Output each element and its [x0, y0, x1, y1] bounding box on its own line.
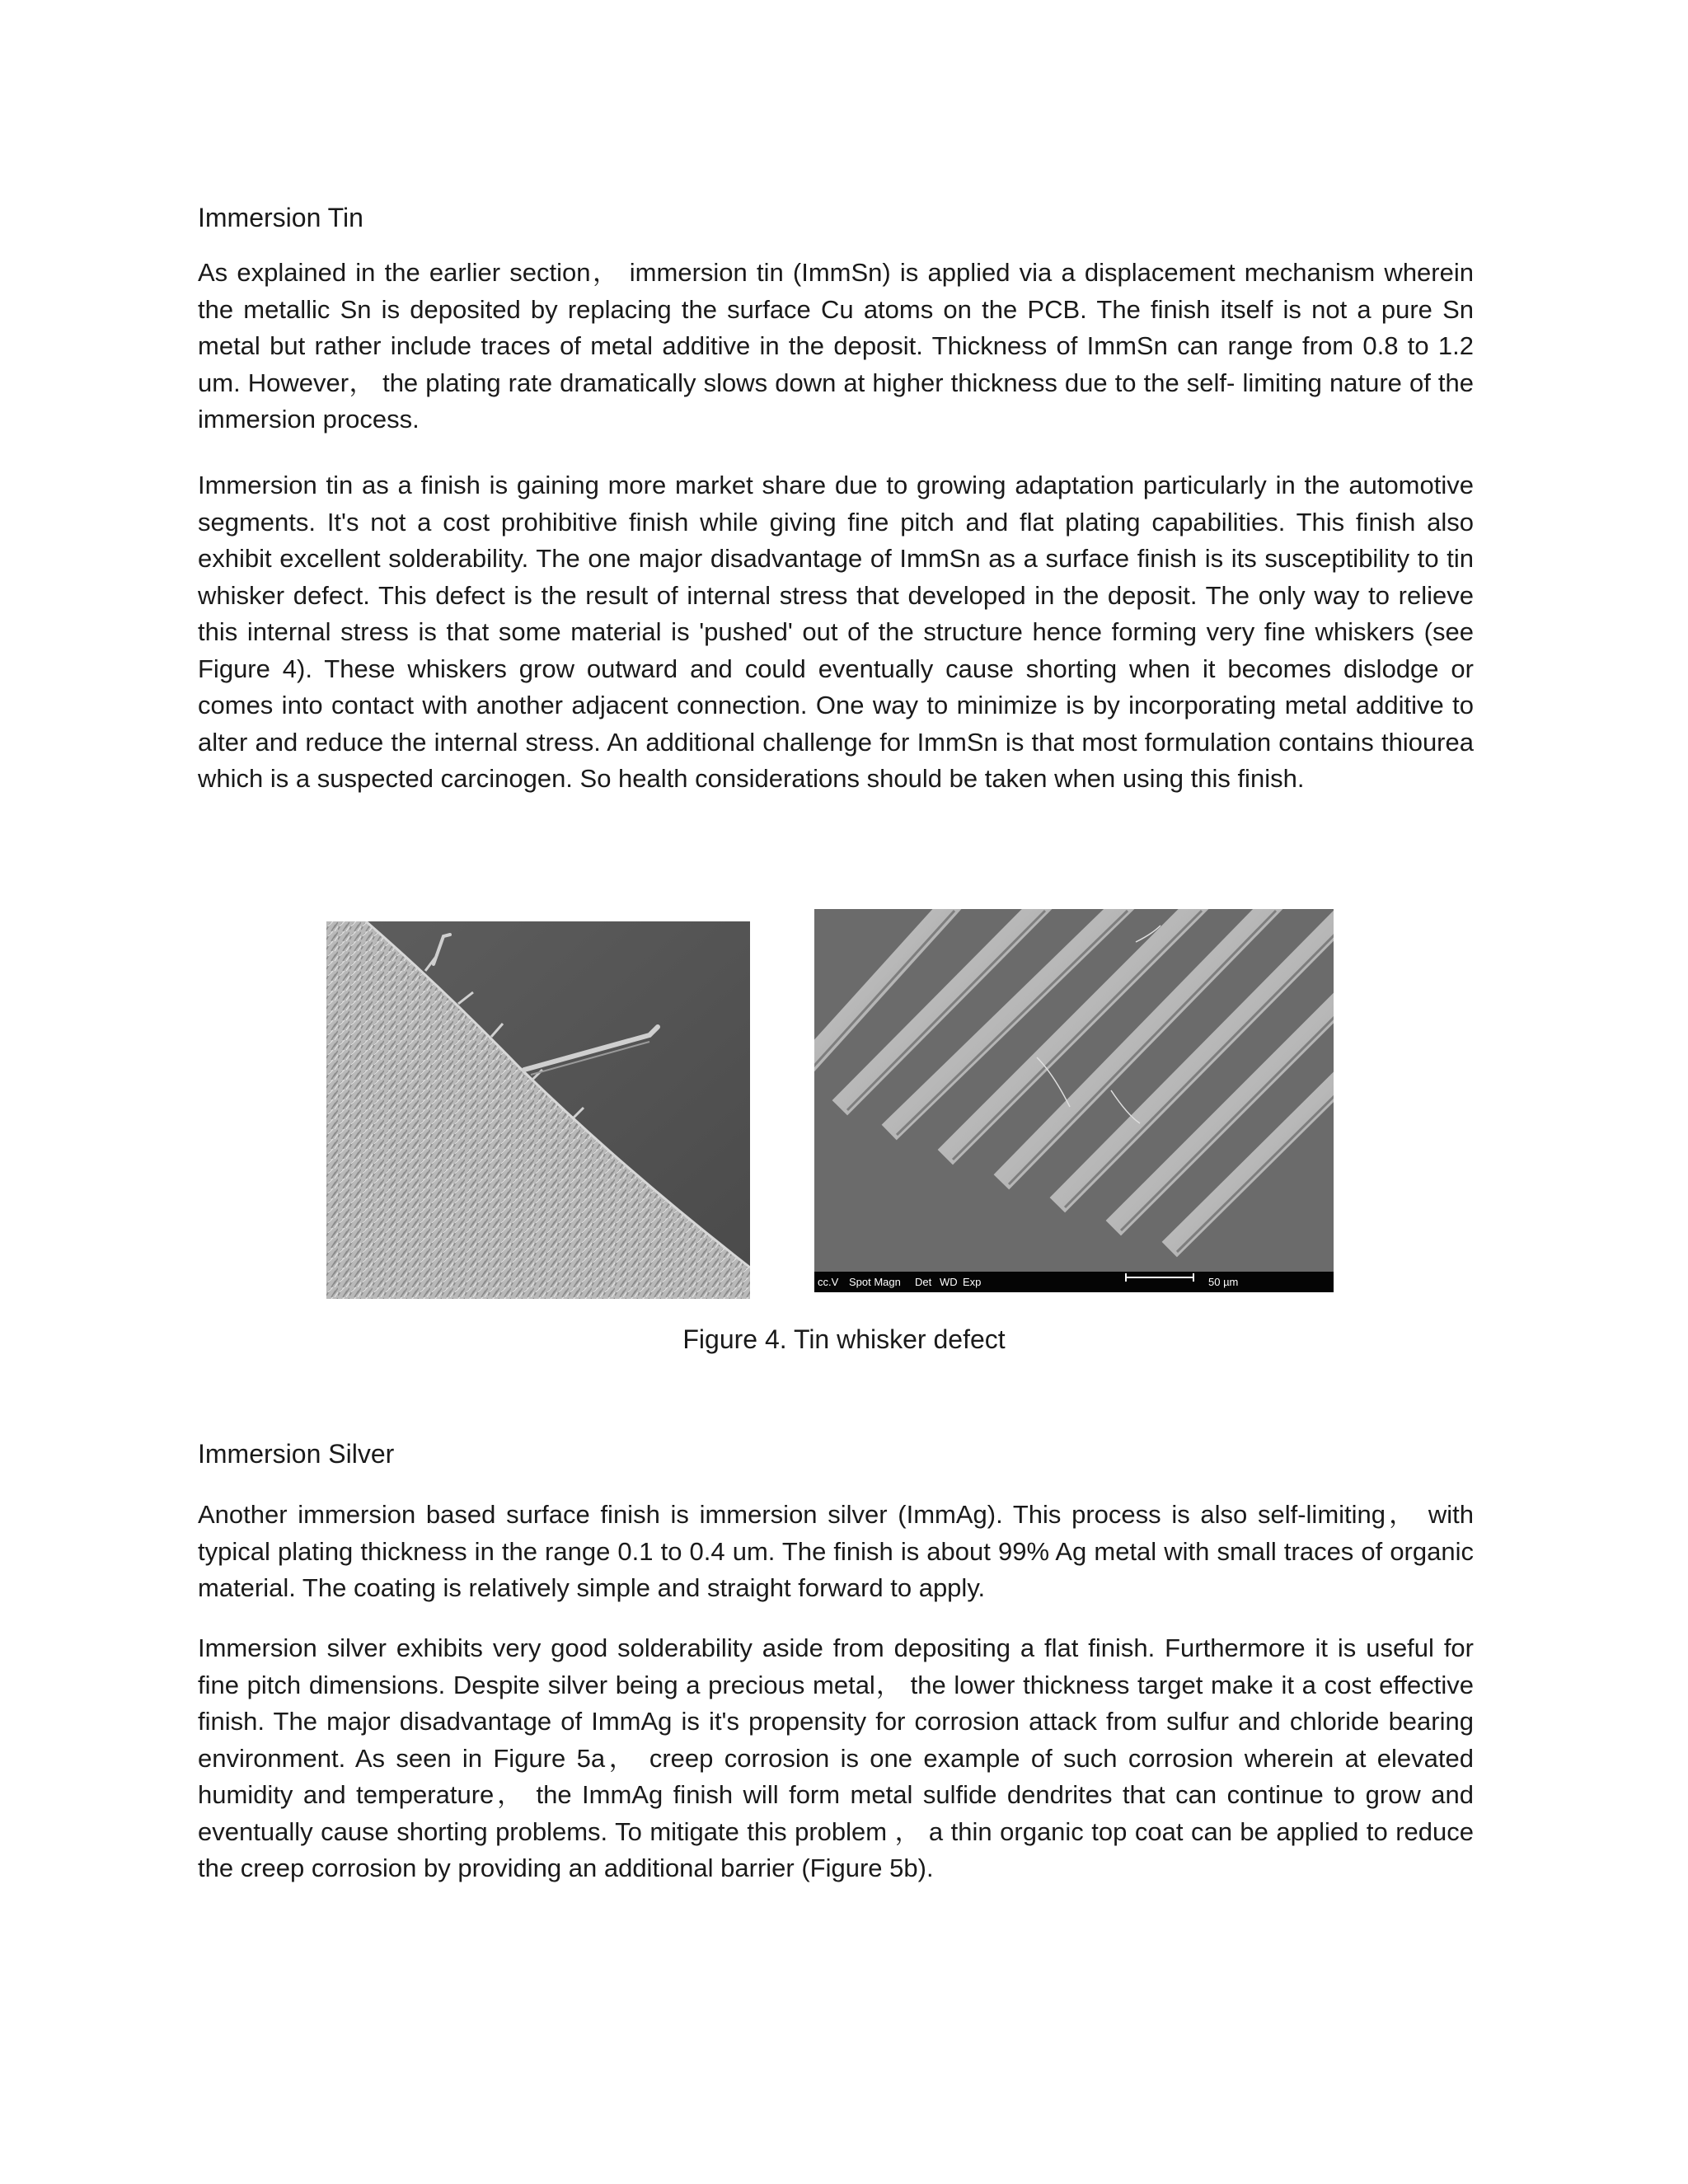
section-heading-immersion-tin: Immersion Tin	[198, 203, 363, 232]
sem-label-exp: Exp	[963, 1276, 982, 1288]
figure4-image-trace-whiskers	[814, 909, 1334, 1292]
section-heading-immersion-silver: Immersion Silver	[198, 1439, 395, 1469]
sem-scale-label: 50 µm	[1208, 1276, 1239, 1288]
sem-label-spot-magn: Spot Magn	[849, 1276, 901, 1288]
figure4-image-single-whisker	[326, 921, 750, 1299]
paragraph-tin-1: As explained in the earlier section， immersion tin (ImmSn) is applied via a displacement mechanism wherein the metallic Sn is deposited by replacing the surface Cu atoms on the PCB. The finish itself is not a pure Sn metal but rather include traces of metal additive in the deposit. Thickness of ImmSn can range from 0.8 to 1.2 um. However， the plating rate dramatically slows down at higher thickness due to the self- limiting nature of the immersion process.	[198, 258, 1474, 434]
sem-label-accv: cc.V	[818, 1276, 839, 1288]
paragraph-silver-2: Immersion silver exhibits very good solderability aside from depositing a flat finish. Furthermore it is useful for fine pitch dimensions. Despite silver being a precious metal， the lower thickness target make it a cost effective finish. The major disadvantage of ImmAg is it's propensity for corrosion attack from sulfur and chloride bearing environment. As seen in Figure 5a， creep corrosion is one example of such corrosion wherein at elevated humidity and temperature， the ImmAg finish will form metal sulfide dendrites that can continue to grow and eventually cause shorting problems. To mitigate this problem ， a thin organic top coat can be applied to reduce the creep corrosion by providing an additional barrier (Figure 5b).	[198, 1633, 1474, 1882]
paragraph-silver-1: Another immersion based surface finish is immersion silver (ImmAg). This process is also self-limiting， with typical plating thickness in the range 0.1 to 0.4 um. The finish is about 99% Ag metal with small traces of organic material. The coating is relatively simple and straight forward to apply.	[198, 1500, 1474, 1602]
paragraph-tin-2: Immersion tin as a finish is gaining more market share due to growing adaptation particularly in the automotive segments. It's not a cost prohibitive finish while giving fine pitch and flat plating capabilities. This finish also exhibit excellent solderability. The one major disadvantage of ImmSn as a surface finish is its susceptibility to tin whisker defect. This defect is the result of internal stress that developed in the deposit. The only way to relieve this internal stress is that some material is 'pushed' out of the structure hence forming very fine whiskers (see Figure 4). These whiskers grow outward and could eventually cause shorting when it becomes dislodge or comes into contact with another adjacent connection. One way to minimize is by incorporating metal additive to alter and reduce the internal stress. An additional challenge for ImmSn is that most formulation contains thiourea which is a suspected carcinogen. So health considerations should be taken when using this finish.	[198, 471, 1474, 793]
figure4-caption: Figure 4. Tin whisker defect	[682, 1324, 1006, 1354]
sem-label-wd: WD	[940, 1276, 958, 1288]
sem-label-det: Det	[915, 1276, 932, 1288]
